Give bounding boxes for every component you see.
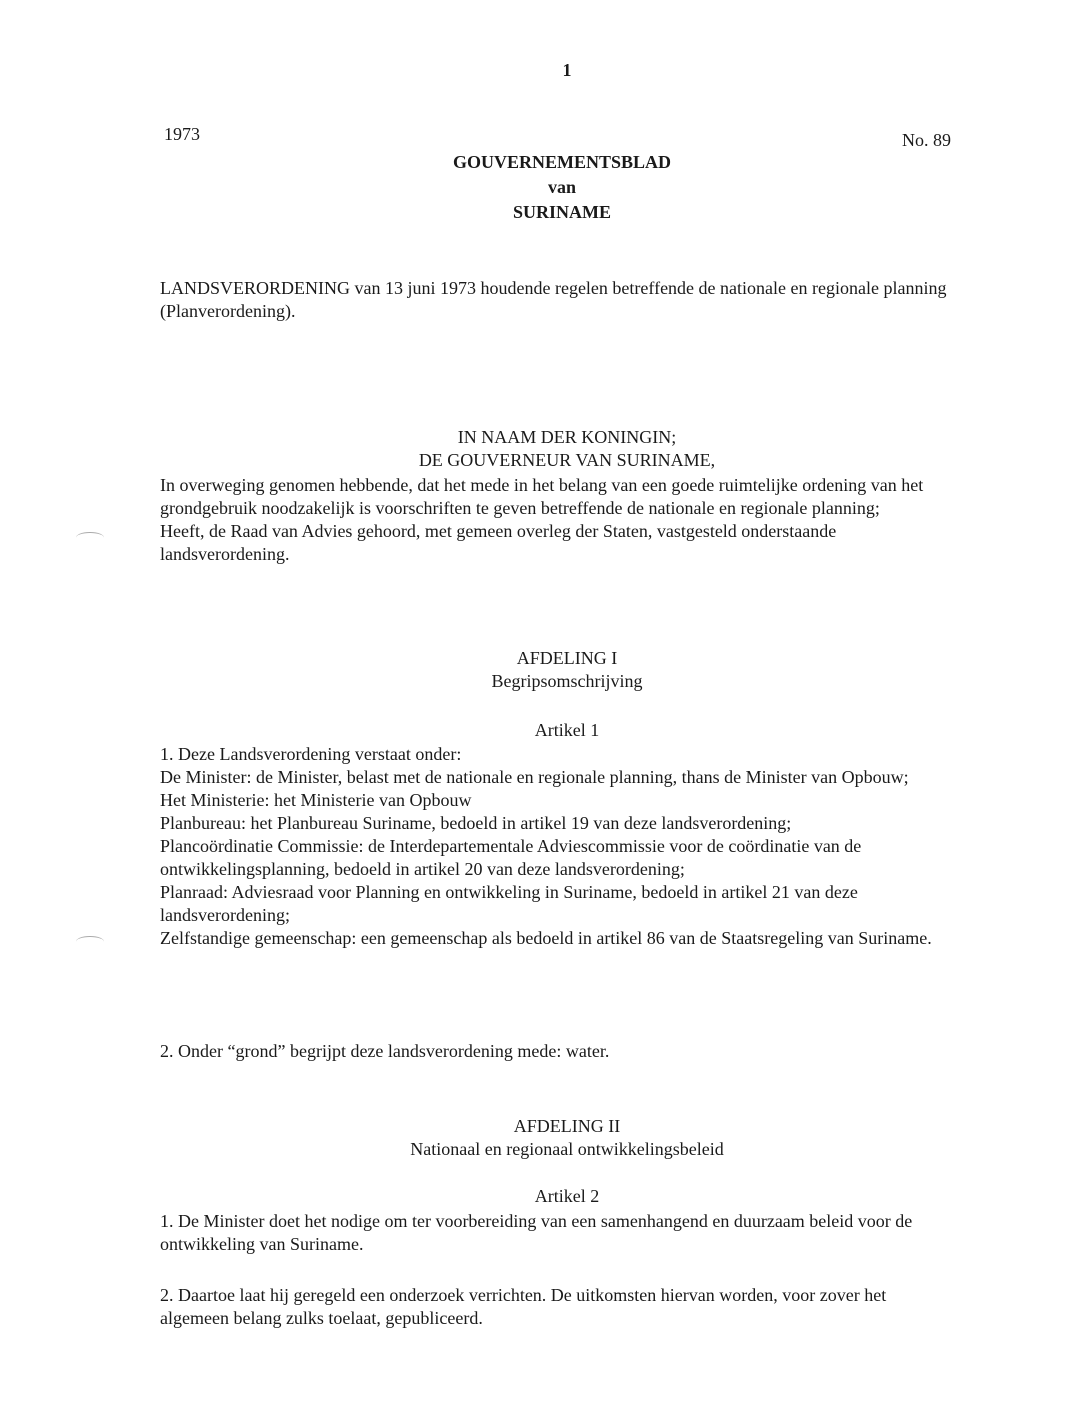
masthead	[0, 150, 1088, 225]
issue-number: No. 89	[902, 130, 951, 150]
section-1-heading	[0, 647, 1088, 693]
masthead-line-2: van	[547, 177, 576, 197]
publication-year: 1973	[164, 124, 200, 144]
definition-item: Planbureau: het Planbureau Suriname, bedoeld in artikel 19 van deze landsverordening;	[160, 813, 792, 833]
invocation	[0, 426, 1088, 472]
section-1-title: AFDELING I	[516, 648, 618, 668]
scan-artifact-mark	[76, 936, 104, 947]
section-2-subtitle: Nationaal en regionaal ontwikkelingsbeleid	[410, 1139, 724, 1159]
section-1-subtitle: Begripsomschrijving	[491, 671, 643, 691]
definition-item: Zelfstandige gemeenschap: een gemeenschap als bedoeld in artikel 86 van de Staatsregeling van Suriname.	[160, 928, 932, 948]
definition-item: Plancoördinatie Commissie: de Interdepartementale Adviescommissie voor de coördinatie van de ontwikkelingsplanning, bedoeld in artikel 20 van deze landsverordening;	[160, 836, 862, 879]
article-1-heading: Artikel 1	[534, 720, 600, 740]
definition-item: 1. Deze Landsverordening verstaat onder:	[160, 744, 462, 764]
masthead-line-1: GOUVERNEMENTSBLAD	[452, 152, 672, 172]
article-1-definitions	[160, 743, 950, 950]
article-1-clause-2: 2. Onder “grond” begrijpt deze landsverordening mede: water.	[160, 1041, 610, 1061]
page-number: 1	[562, 60, 572, 80]
masthead-line-3: SURINAME	[512, 202, 611, 222]
scan-artifact-mark	[76, 532, 104, 543]
preamble-consideration: In overweging genomen hebbende, dat het mede in het belang van een goede ruimtelijke ordening van het grondgebruik noodzakelijk is voorschriften te geven betreffende de nationale en regionale planning;	[160, 475, 924, 518]
article-2-clause-1: 1. De Minister doet het nodige om ter voorbereiding van een samenhangend en duurzaam beleid voor de ontwikkeling van Suriname.	[160, 1211, 913, 1254]
article-2-heading: Artikel 2	[534, 1186, 600, 1206]
invocation-line-1: IN NAAM DER KONINGIN;	[457, 427, 677, 447]
section-2-title: AFDELING II	[513, 1116, 621, 1136]
definition-item: Planraad: Adviesraad voor Planning en ontwikkeling in Suriname, bedoeld in artikel 21 van deze landsverordening;	[160, 882, 858, 925]
definition-item: De Minister: de Minister, belast met de nationale en regionale planning, thans de Minister van Opbouw;	[160, 767, 909, 787]
definition-item: Het Ministerie: het Ministerie van Opbouw	[160, 790, 472, 810]
invocation-line-2: DE GOUVERNEUR VAN SURINAME,	[418, 450, 716, 470]
section-2-heading	[0, 1115, 1088, 1161]
ordinance-title: LANDSVERORDENING van 13 juni 1973 houdende regelen betreffende de nationale en regionale planning (Planverordening).	[160, 278, 947, 321]
preamble-enactment: Heeft, de Raad van Advies gehoord, met gemeen overleg der Staten, vastgesteld onderstaande landsverordening.	[160, 521, 837, 564]
preamble	[160, 474, 950, 566]
article-2-clause-2: 2. Daartoe laat hij geregeld een onderzoek verrichten. De uitkomsten hiervan worden, voor zover het algemeen belang zulks toelaat, gepubliceerd.	[160, 1285, 887, 1328]
